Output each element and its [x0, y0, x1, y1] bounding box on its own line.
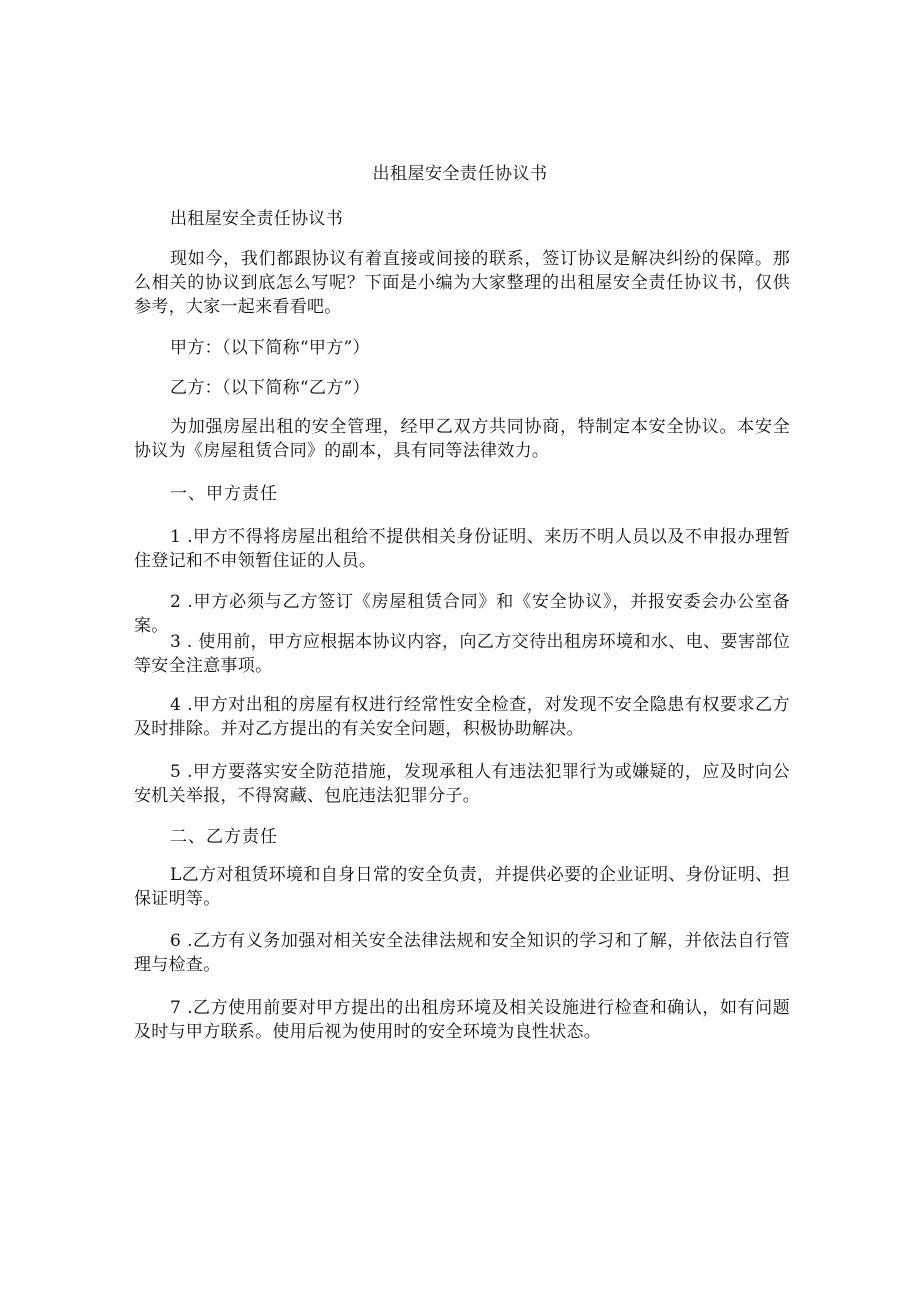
party-a-line: 甲方：（以下简称“甲方”） — [170, 338, 370, 358]
party-b-line: 乙方：（以下简称“乙方”） — [170, 378, 370, 398]
section-b-item-7: 7 .乙方使用前要对甲方提出的出租房环境及相关设施进行检查和确认，如有问题及时与甲方联系。使用后视为使用时的安全环境为良性状态。 — [134, 998, 790, 1042]
intro-paragraph: 现如今，我们都跟协议有着直接或间接的联系，签订协议是解决纠纷的保障。那么相关的协议到底怎么写呢？下面是小编为大家整理的出租屋安全责任协议书，仅供参考，大家一起来看看吧。 — [134, 249, 790, 317]
section-a-item-3: 3 . 使用前，甲方应根据本协议内容，向乙方交待出租房环境和水、电、要害部位等安全注意事项。 — [134, 632, 790, 676]
section-b-heading: 二、乙方责任 — [170, 827, 278, 847]
document-title: 出租屋安全责任协议书 — [372, 164, 548, 184]
section-b-item-1: L乙方对租赁环境和自身日常的安全负责，并提供必要的企业证明、身份证明、担保证明等。 — [134, 865, 790, 909]
purpose-paragraph: 为加强房屋出租的安全管理，经甲乙双方共同协商，特制定本安全协议。本安全协议为《房屋租赁合同》的副本，具有同等法律效力。 — [134, 417, 790, 461]
section-a-item-5: 5 .甲方要落实安全防范措施，发现承租人有违法犯罪行为或嫌疑的，应及时向公安机关举报，不得窝藏、包庇违法犯罪分子。 — [134, 762, 790, 806]
section-a-item-2: 2 .甲方必须与乙方签订《房屋租赁合同》和《安全协议》，并报安委会办公室备案。 — [134, 592, 790, 636]
document-subtitle: 出租屋安全责任协议书 — [170, 209, 343, 229]
section-a-item-4: 4 .甲方对出租的房屋有权进行经常性安全检查，对发现不安全隐患有权要求乙方及时排除。并对乙方提出的有关安全问题，积极协助解决。 — [134, 695, 790, 739]
section-a-item-1: 1 .甲方不得将房屋出租给不提供相关身份证明、来历不明人员以及不申报办理暂住登记和不申领暂住证的人员。 — [134, 527, 790, 571]
section-a-heading: 一、甲方责任 — [170, 484, 278, 504]
section-b-item-6: 6 .乙方有义务加强对相关安全法律法规和安全知识的学习和了解，并依法自行管理与检查。 — [134, 931, 790, 975]
